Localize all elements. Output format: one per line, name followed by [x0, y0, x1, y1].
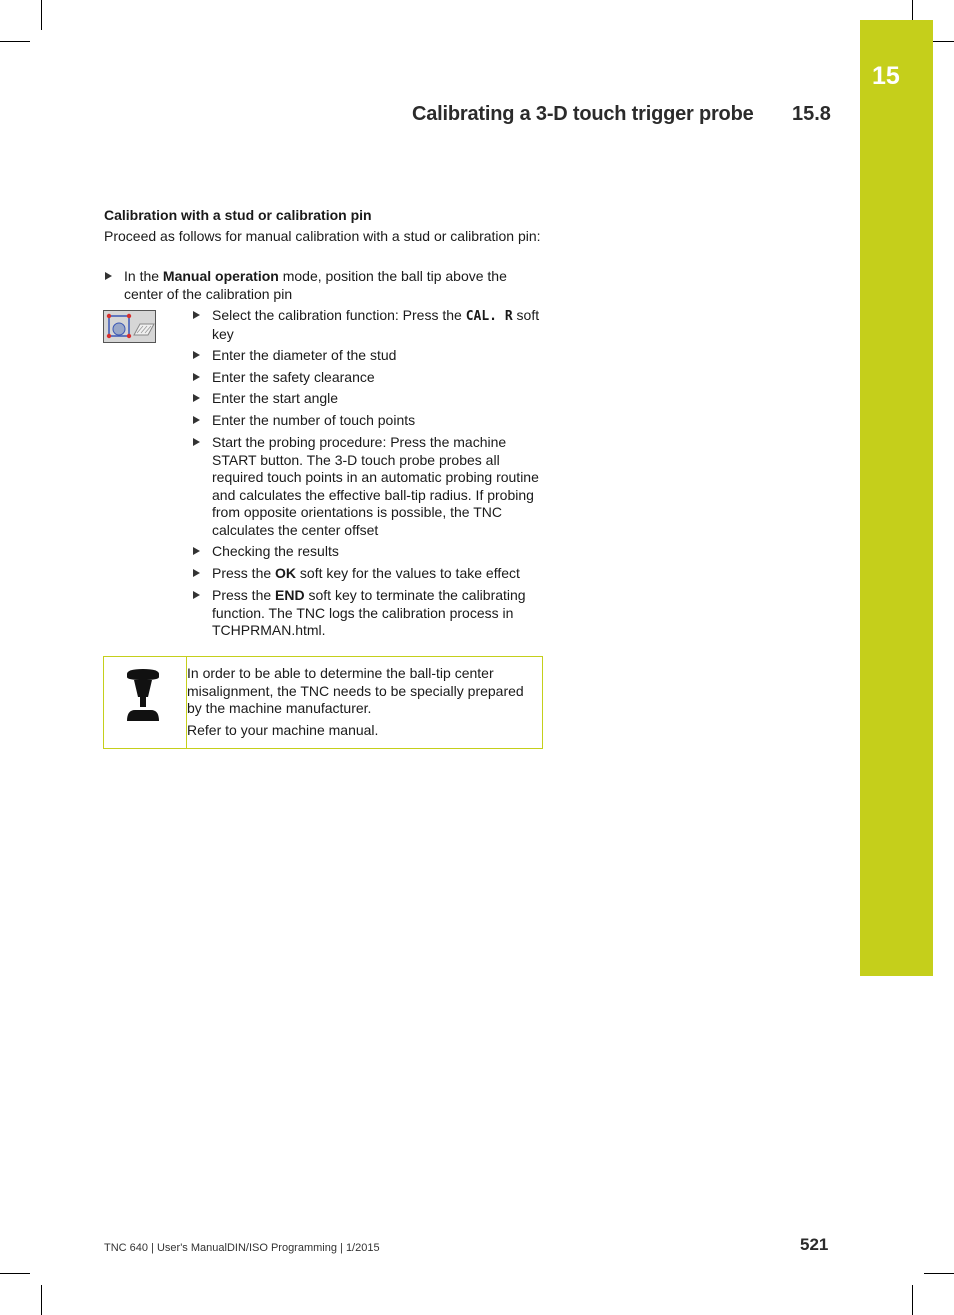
step-item: In the Manual operation mode, position the ball tip above the center of the calibration pin: [124, 268, 544, 303]
bullet-arrow-icon: [193, 438, 200, 446]
bullet-arrow-icon: [193, 416, 200, 424]
step-item: Enter the start angle: [212, 390, 542, 408]
bullet-arrow-icon: [193, 569, 200, 577]
note-paragraph: Refer to your machine manual.: [187, 721, 379, 738]
chapter-number: 15: [872, 62, 900, 90]
bullet-arrow-icon: [193, 591, 200, 599]
machine-manufacturer-icon: [123, 667, 163, 728]
chapter-tab: [860, 20, 933, 976]
bullet-arrow-icon: [193, 311, 200, 319]
note-box: [103, 656, 543, 749]
bullet-arrow-icon: [193, 547, 200, 555]
page-header-section: 15.8: [792, 103, 831, 125]
note-paragraph: In order to be able to determine the ball-tip center misalignment, the TNC needs to be specially prepared by the machine manufacturer.: [187, 665, 524, 716]
bullet-arrow-icon: [193, 351, 200, 359]
page-header-title: Calibrating a 3-D touch trigger probe: [412, 103, 754, 125]
crop-mark: [0, 41, 30, 42]
crop-mark: [41, 0, 42, 30]
step-item: Press the OK soft key for the values to take effect: [212, 565, 542, 583]
step-item: Checking the results: [212, 543, 542, 561]
crop-mark: [41, 1285, 42, 1315]
step-item: Enter the safety clearance: [212, 369, 542, 387]
page-number: 521: [800, 1235, 829, 1254]
intro-paragraph: Proceed as follows for manual calibration with a stud or calibration pin:: [104, 228, 541, 244]
crop-mark: [912, 1285, 913, 1315]
step-item: Press the END soft key to terminate the calibrating function. The TNC logs the calibration process in TCHPRMAN.html.: [212, 587, 542, 640]
crop-mark: [924, 1273, 954, 1274]
step-item: Start the probing procedure: Press the machine START button. The 3-D touch probe probes all required touch points in an automatic probing routine and calculates the effective ball-tip radius. If probing from opposite orientations is possible, the TNC calculates the center offset: [212, 434, 542, 539]
note-text: [187, 665, 537, 743]
bullet-arrow-icon: [105, 272, 112, 280]
step-item: Enter the diameter of the stud: [212, 347, 542, 365]
calibration-softkey-graphic: [104, 311, 155, 342]
calibration-softkey-icon: [103, 310, 156, 343]
step-item: Enter the number of touch points: [212, 412, 542, 430]
bullet-arrow-icon: [193, 394, 200, 402]
bullet-arrow-icon: [193, 373, 200, 381]
step-item: Select the calibration function: Press the CAL. R soft key: [212, 307, 542, 343]
crop-mark: [0, 1273, 30, 1274]
section-heading: Calibration with a stud or calibration pin: [104, 207, 372, 223]
page-footer: TNC 640 | User's ManualDIN/ISO Programming | 1/2015: [104, 1242, 380, 1254]
